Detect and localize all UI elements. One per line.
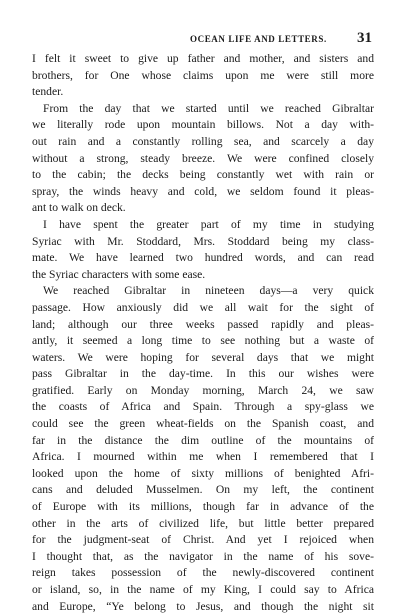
text-line: out rain and a constantly rolling sea, and scarcely a day [32,134,374,148]
text-line: I have spent the greater part of my time in studying [43,217,374,231]
text-line: far in the distance the dim outline of the mountains of [32,433,374,447]
text-line: waters. We were hoping for several days that we might [32,350,374,364]
text-line: From the day that we started until we reached Gibraltar [43,101,374,115]
text-line: Syriac with Mr. Stoddard, Mrs. Stoddard being my class- [32,234,374,248]
running-title: OCEAN LIFE AND LETTERS. [190,34,327,44]
text-line: pass Gibraltar in the day-time. In this our wishes were [32,367,374,381]
text-line: to the cabin; the decks being constantly wet with rain or [32,168,374,182]
text-line: spray, the winds heavy and cold, we seldom found it pleas- [32,184,374,198]
text-line: cans and deluded Musselmen. On my left, the continent [32,483,374,497]
text-line: Africa. I mourned within me when I remembered that I [32,450,374,464]
text-line: of Europe with its millions, though far in advance of the [32,500,374,514]
text-line: antly, it seemed a long time to see nothing but a waste of [32,334,374,348]
text-line: gratified. Early on Monday morning, March 24, we saw [32,383,374,397]
text-line: passage. How anxiously did we all wait for the sight of [32,300,374,314]
text-line: mate. We have learned two hundred words, and can read [32,251,374,265]
text-line: I felt it sweet to give up father and mother, and sisters and [32,52,374,65]
page-body-text [32,51,374,615]
text-line: could see the green wheat-fields on the Spanish coast, and [32,417,374,431]
text-line: reign takes possession of the newly-discovered continent [32,566,374,580]
text-line: other in the arts of civilized life, but little better prepared [32,516,374,530]
text-line: brothers, for One whose claims upon me were still more [32,68,374,82]
text-line: tender. [32,85,64,99]
page-number: 31 [357,30,372,46]
text-line: without a strong, steady breeze. We were confined closely [32,151,374,165]
text-line: land; although our three weeks passed rapidly and pleas- [32,317,374,331]
text-line: looked upon the home of sixty millions of benighted Afri- [32,466,374,480]
text-line: We reached Gibraltar in nineteen days—a very quick [43,284,374,298]
text-line: we literally rode upon mountain billows. Not a day with- [32,118,374,132]
text-line: I thought that, as the navigator in the name of his sove- [32,549,374,563]
text-line: ant to walk on deck. [32,201,126,215]
text-line: for the judgment-seat of Christ. And yet I rejoiced when [32,533,374,547]
text-line: and Europe, “Ye belong to Jesus, and though the night sit [32,599,374,613]
text-line: the Syriac characters with some ease. [32,267,206,281]
text-line: the coasts of Africa and Spain. Through a spy-glass we [32,400,374,414]
text-line: or island, so, in the name of my King, I could say to Africa [32,583,374,596]
